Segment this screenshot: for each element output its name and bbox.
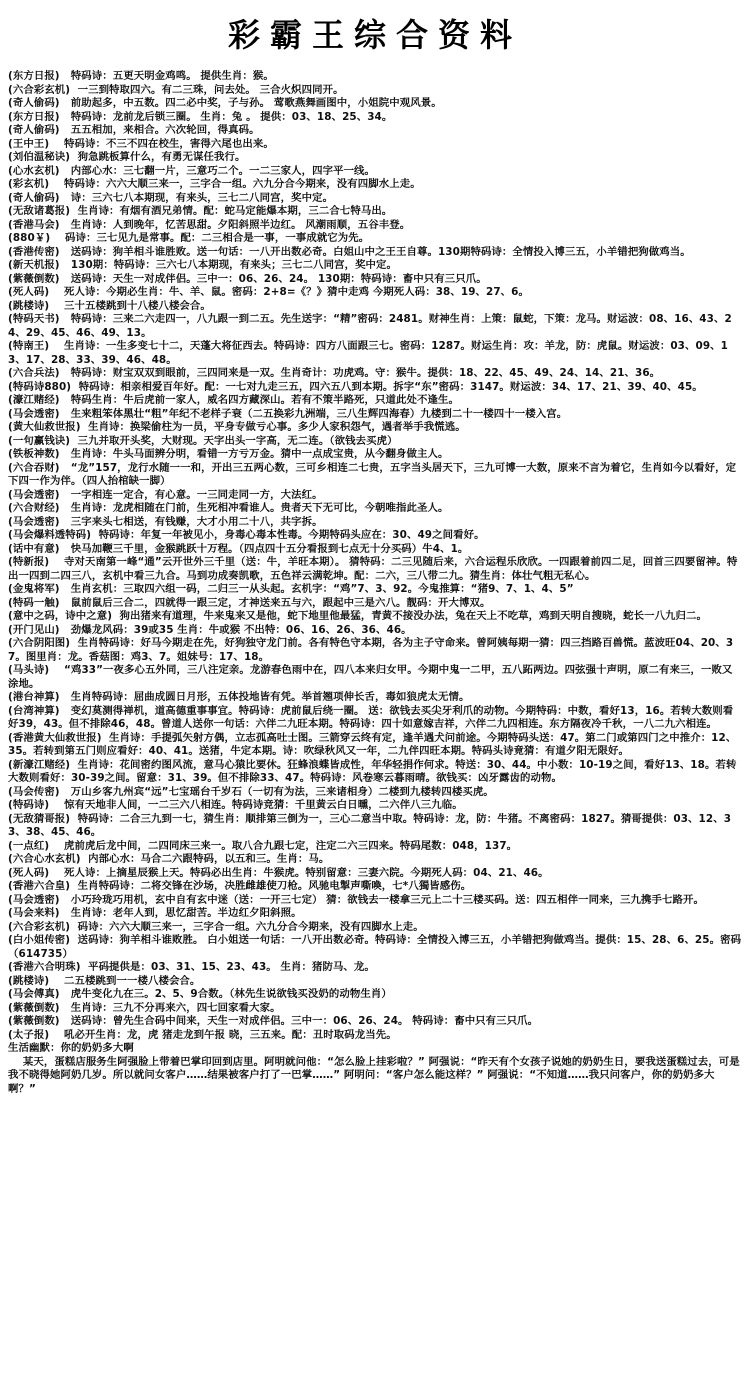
text-line: (奇人偷码) 五五相加，来相合。六次轮回，得真码。	[8, 124, 260, 136]
text-line: (白小姐传密) 送码诗：狗羊相斗谁败胜。 白小姐送一句话：一八开出数必奇。特码诗：全情投入博三五，小羊错把狗做鸡当。提供：15、28、6、25。密码（614735）	[8, 934, 742, 960]
text-line: (特南王) 生肖诗：一生多变七十二，天蓬大将征西去。特码诗：四方八面跟三七。密码：1287。财运生肖：攻：羊龙，防：虎鼠。财运波：03、09、13、17、28、33、39、46、48。	[8, 340, 728, 366]
text-line: (马会傅真) 虎牛变化九在三。2、5、9合数。（林先生说欲钱买没奶的动物生肖）	[8, 988, 392, 1000]
text-line: (马会透密) 小巧玲珑巧用机，玄中自有玄中迷（送：一开三七定） 猜：欲钱去一楼拿三元上二十三楼买码。送：四五相伴一同来，三九携手七路开。	[8, 893, 704, 906]
text-line: (太子报) 吼必开生肖：龙，虎 猪走龙到午报 晓，三五来。配：丑时取码龙当先。	[8, 1028, 397, 1041]
text-line: (意中之码，诗中之意) 狗出猪来有道理，牛来鬼来又是他，蛇下地里他最猛，青黄不接没办法，兔在天上不吃草，鸡到天明自搜晓，蛇长一八九归二。	[8, 610, 708, 622]
text-line: (香港黄大仙救世报) 生肖诗：手提弧矢射方偶，立志孤高吐士图。三箭穿云终有定，逢羊遇犬问前途。今期特码头送：47。第二门或第四门之中推介：12、35。若转到第五门则应看好：40、41。送猪，牛定本期。诗：吹绿秋风又一年，二九伴四旺本期。特码头诗竟猜：有道夕阳无限好。	[8, 731, 737, 757]
text-line: (开门见山) 劲爆龙风码：39或35 生肖：牛或猴 不出特：06、16、26、36、46。	[8, 623, 412, 636]
text-line: (六合财经) 生肖诗：龙虎相随在门前，生死相冲看谁人。贵者天下无可比，今朝唯指此圣人。	[8, 502, 449, 514]
text-line: (新濠江赌经) 生肖诗：花间密约图风流，意马心猿比要休。狂蜂浪蝶皆成性，年华轻捐作何求。特送：30、44。中小数：10-19之间，看好13、18。若转大数则看好：30-39之间。留意：31、39。但不排除33、47。特码诗：风卷寒云暮雨晴。欲钱买：凶牙露齿的动物。	[8, 758, 737, 784]
text-line: (六合心水玄机) 内部心水：马合二六跟特码，以五和三。生肖：马。	[8, 853, 330, 865]
text-line: (紫薇倒数) 生肖诗：三九不分再来六，四七回家看大家。	[8, 1001, 281, 1014]
text-line: (六合兵法) 特码诗：财宝双双到眼前，三四同来是一双。生肖奇计：功虎鸡。守：猴牛。提供：18、22、45、49、24、14、21、36。	[8, 367, 661, 379]
text-line: (马头诗) “鸡33”一夜多心五外同，三八注定亲。龙游春色雨中在，四八本来归女甲。今期中鬼一二甲，五八跖两边。四弦强十声明，原二有来三，一败又涂地。	[8, 664, 733, 690]
text-line: (王中王) 特码诗：不三不四在校生，害得六尾也出来。	[8, 137, 274, 150]
page-title: 彩霸王综合资料	[227, 16, 522, 54]
text-line: (特新报) 寺对天南第一峰“通”云开世外三千里（送：牛，羊旺本期）。 猜特码：二三见随后来，六合运程乐欣欣。一四跟着前四二足，回首三四要留神。特出一四到二四三八，玄机中看三九合。马到功成奏凯歌，五色祥云满乾坤。配：二六，三八带二九。猜生肖：体壮气粗无私心。	[8, 556, 738, 582]
text-line: (彩玄机) 特码诗：六六大顺三来一，三字合一组。六九分合今期来，没有四脚水上走。	[8, 178, 421, 190]
article-content	[8, 70, 742, 1096]
text-line: (香港六合皇) 生肖特码诗：二将交锋在沙场，决胜雌雄使刀枪。风驰电掣声嘶喚，七*八獨皆感伤。	[8, 880, 472, 892]
text-line: (香港马会) 生肖诗：人到晚年，忆苦思甜。夕阳斜照半边红。 风潮雨顺，五谷丰登。	[8, 218, 411, 231]
text-line: (新天机报) 130期：特码诗：三六七八本期现，有来头；三七二八同宫，奖中定。	[8, 259, 398, 271]
text-line: (马会透密) 一字相连一定合，有心意。一三同走同一方，大法红。	[8, 488, 323, 501]
text-line: (香港传密) 送码诗：狗羊相斗谁胜败。送一句话：一八开出数必奇。白姐山中之王王自尊。130期特码诗：全情投入博三五，小羊错把狗做鸡当。	[8, 245, 691, 258]
text-line: (六合吞财) “龙”157，龙行水随一一和，开出三五两心数，三可乡相连二七贵，五字当头居天下，三九可博一大数，原来不言为着它，生肖如今以看好，定下四一作为伴。（四人抬棺缺一脚）	[8, 461, 737, 487]
text-line: (马会透密) 生来粗笨体黑壮“粗”年纪不老样子衰（二五换彩九洲端，三八生辉四海春）九楼到二十一楼四十一楼入宫。	[8, 407, 568, 420]
text-line: (香港六合明珠) 平码提供是：03、31、15、23、43。 生肖：猪防马、龙。	[8, 961, 375, 973]
text-line: (奇人偷码) 诗：三六七八本期现，有来头，三七二八同宫，奖中定。	[8, 191, 334, 204]
text-line: (紫薇倒数) 送码诗：曾先生合码中间来，天生一对成伴侣。三中一：06、26、24。 特码诗：畜中只有三只爪。	[8, 1015, 539, 1027]
text-line: (话中有意) 快马加鞭三千里，金猴跳跃十万程。（四点四十五分看报到七点无十分买码）牛4、1。	[8, 542, 469, 555]
text-line: (马会来料) 生肖诗：老年人到，思忆甜苦。半边红夕阳斜照。	[8, 907, 302, 919]
text-line: (六合彩玄机) 码诗：六六大顺三来一，三字合一组。六九分合今期来，没有四脚水上走。	[8, 920, 424, 933]
text-line: (一点红) 虎前虎后龙中间，二四同床三来一。取八合九跟七定，注定二六三四来。特码尾数：048，137。	[8, 839, 518, 852]
text-line: (特码诗880) 特码诗：相亲相爱百年好。配：一七对九走三五，四六五八到本期。拆字“东”密码：3147。财运波：34、17、21、39、40、45。	[8, 380, 703, 393]
text-line: (刘伯温秘诀) 狗急跳板算什么，有勇无谋任我行。	[8, 151, 246, 163]
text-line: (一句赢钱诀) 三九并取开头奖，大财现。天字出头一字高，无二连。（欲钱去买虎）	[8, 434, 398, 447]
text-line: (特码诗) 惊有天地非人间，一二三六八相连。特码诗竞猜：千里黄云白日曛，二六伴八三九临。	[8, 799, 463, 811]
text-line: (东方日报) 特码诗：五更天明金鸡鸣。 提供生肖：猴。	[8, 70, 274, 82]
text-line: (金鬼将军) 生肖玄机：三取四六组一码，二归三一从头起。玄机字：“鸡”7、3、92。今鬼推算：“猪9、7、1、4、5”	[8, 583, 574, 595]
text-line: (东方日报) 特码诗：龙前龙后锁三圈。 生肖：兔 。 提供：03、18、25、34。	[8, 110, 393, 123]
text-line: (马会透密) 三字来头七相送，有钱赚，大才小用二十八，共字拆。	[8, 515, 323, 528]
text-line: (濠江赌经) 特码生肖：牛后虎前一家人，威名四方藏深山。若有不策半路死，只道此处不逢生。	[8, 394, 459, 406]
text-line: (马会爆料透特码) 特码诗：年复一年被见小，身毒心毒本性毒。今期特码头应在：30、49之间看好。	[8, 529, 485, 541]
text-line: (台湾神算) 变幻莫测得禅机，道高德重事事宜。特码诗：虎前鼠后绕一圈。 送：欲钱去买尖牙利爪的动物。今期特码：中数，看好13，16。若转大数则看好39，43。但不排除46，48。曾道人送你一句话：六伴二九旺本期。特码诗：四十如意嫁吉祥，六伴二九四相连。东方隔夜冷千秋，一八二九六相连。	[8, 704, 734, 730]
text-line: (铁板神数) 生肖诗：牛头马面辨分明，看错一方亏万金。猜中一点成宝贵，从今翻身做主人。	[8, 448, 449, 460]
text-line: (港台神算) 生肖特码诗：屈曲成圆日月形，五体投地皆有凭。举首翘项伸长舌，毒如狼虎太无情。	[8, 691, 470, 703]
title-wrap	[8, 10, 742, 60]
text-line: (死人码) 死人诗：今期必生肖：牛、羊、鼠。密码：2+8=《？》猜中走鸡 今期死人码：38、19、27、6。	[8, 286, 529, 298]
text-line: (特码一触) 鼠前鼠后三合二，四就得一跟三定，才神送来五与六，跟起中三是六八。靓码：开大博双。	[8, 596, 491, 609]
text-line: (六合彩玄机) 一三到特取四六。有二三珠，问去处。 三合火炽四同开。	[8, 83, 344, 96]
text-line: (死人码) 死人诗：上摘星辰猴上天。特码必出生肖：牛猴虎。特别留意：三妻六院。今期死人码：04、21、46。	[8, 866, 549, 879]
text-line: (紫薇倒数) 送码诗：天生一对成伴侣。三中一：06、26、24。 130期：特码诗：畜中只有三只爪。	[8, 272, 487, 285]
text-line: (跳楼诗) 三十五楼跳到十八楼八楼会合。	[8, 299, 211, 312]
text-line: (奇人偷码) 前助起多，中五数。四二必中奖，子与孙。 莺歌燕舞画图中，小姐院中观风景。	[8, 97, 442, 109]
text-line: (880￥) 码诗：三七见九是常事。配：二三相合是一事，一事成就它为先。	[8, 232, 370, 244]
text-line: (无敌诸葛报) 生肖诗：有烟有酒兄弟情。配：蛇马定能爆本期，三二合七特马出。	[8, 205, 393, 217]
text-line: (特码天书) 特码诗：三来二六走四一，八九跟一到二五。先生送字：“精”密码：2481。财神生肖：上策：鼠蛇，下策：龙马。财运波：08、16、43、24、29、45、46、49、13。	[8, 313, 732, 339]
text-line: 某天，蛋糕店服务生阿强脸上带着巴掌印回到店里。阿明就问他：“怎么脸上挂彩啦？” 阿强说：“昨天有个女孩子说她的奶奶生日，要我送蛋糕过去，可是我不晓得她阿奶几岁。所以就问女客户……结果被客户打了一巴掌……” 阿明问：“客户怎么能这样？” 阿强说：“不知道……我只问客户，你的奶奶多大啊？”	[8, 1055, 740, 1095]
text-line: (跳楼诗) 二五楼跳到一一楼八楼会合。	[8, 974, 201, 987]
text-line: (无敌猜哥报) 特码诗：二合三九到一七，猜生肖：顺排第三倒为一，三心二意当中取。特码诗：龙，防：牛猪。不离密码：1827。猜哥提供：03、12、33、38、45、46。	[8, 812, 732, 838]
text-line: (黄大仙救世报) 生肖诗：换梁偷柱为一员，平身专做亏心事。多少人家积怨气，遇者举手我慌逃。	[8, 421, 466, 433]
text-line: (马会传密) 万山乡客九州宾“远”七宝瑶台千岁石（一切有为法，三来诸相身）二楼到九楼转四楼买虎。	[8, 785, 494, 798]
text-line: (六合阴阳图) 生肖特码诗：好马今期走在先，好狗独守龙门前。各有特色守本期，各为主子守命来。曾阿姨每期一猜：四三挡路百兽慌。蓝波旺04、20、37。图里肖：龙。香菇图：鸡3、7。姐妹号：17、18。	[8, 637, 734, 663]
text-line: 生活幽默：你的奶奶多大啊	[8, 1042, 134, 1054]
text-line: (心水玄机) 内部心水：三七翻一片，三意巧二个。一二三家人，四字平一线。	[8, 164, 376, 177]
